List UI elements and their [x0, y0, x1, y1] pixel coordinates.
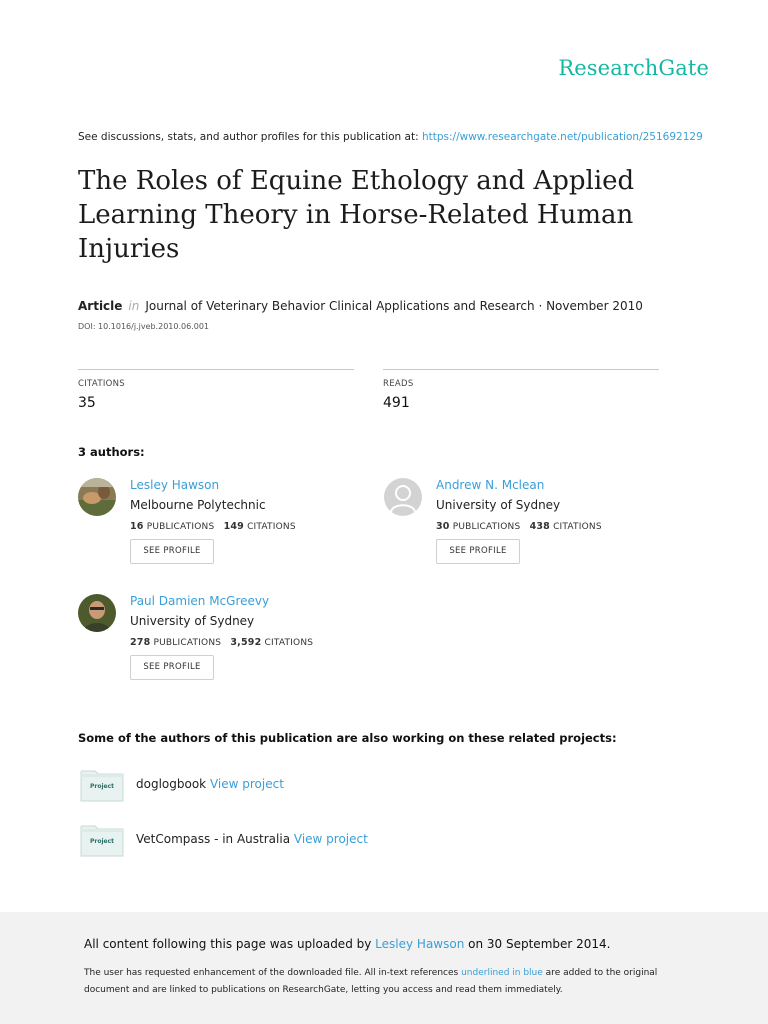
author-card [78, 594, 378, 694]
view-project-link[interactable]: View project [293, 832, 368, 846]
author-name-link[interactable]: Lesley Hawson [130, 478, 220, 492]
citations-count: 35 [78, 395, 96, 411]
author-publications-count: 278 [130, 637, 151, 648]
discussion-text: See discussions, stats, and author profiles for this publication at: [78, 131, 419, 143]
author-institution: Melbourne Polytechnic [130, 498, 266, 512]
doi: DOI: 10.1016/j.jveb.2010.06.001 [78, 322, 209, 331]
researchgate-logo[interactable]: ResearchGate [558, 56, 709, 80]
project-icon-label: Project [89, 838, 115, 845]
author-citations-count: 438 [529, 521, 550, 532]
publication-meta [78, 299, 643, 313]
in-label: in [128, 299, 140, 313]
project-text [136, 777, 284, 791]
project-item [80, 823, 580, 857]
avatar[interactable] [384, 478, 422, 516]
see-profile-button[interactable]: SEE PROFILE [130, 539, 214, 564]
publication-type: Article [78, 299, 123, 313]
author-publications-count: 16 [130, 521, 144, 532]
author-publications-count: 30 [436, 521, 450, 532]
project-folder-icon[interactable] [80, 768, 124, 802]
related-projects-heading: Some of the authors of this publication are also working on these related projects: [78, 731, 617, 745]
publications-label: PUBLICATIONS [153, 638, 222, 648]
citations-stat [78, 369, 354, 411]
author-citations-count: 3,592 [230, 637, 262, 648]
enhancement-note [84, 965, 704, 999]
author-name-link[interactable]: Paul Damien McGreevy [130, 594, 270, 608]
publication-title: The Roles of Equine Ethology and Applied Learning Theory in Horse-Related Human Injuries [78, 166, 635, 264]
author-citations-count: 149 [223, 521, 244, 532]
see-profile-button[interactable]: SEE PROFILE [130, 655, 214, 680]
project-item [80, 768, 580, 802]
publications-label: PUBLICATIONS [146, 522, 215, 532]
publications-label: PUBLICATIONS [452, 522, 521, 532]
author-institution: University of Sydney [436, 498, 561, 512]
author-institution: University of Sydney [130, 614, 255, 628]
project-name: VetCompass - in Australia [136, 832, 291, 846]
project-text [136, 832, 368, 846]
horse-photo-icon [78, 478, 116, 516]
see-profile-button[interactable]: SEE PROFILE [436, 539, 520, 564]
footer [0, 912, 768, 1024]
discussion-line [78, 131, 703, 143]
author-stats [130, 637, 313, 648]
person-photo-icon [78, 594, 116, 632]
uploaded-line [84, 937, 610, 951]
citations-label: CITATIONS [264, 638, 314, 648]
author-card [78, 478, 378, 578]
note-part-1: The user has requested enhancement of the downloaded file. All in-text references [84, 968, 459, 978]
project-folder-icon[interactable] [80, 823, 124, 857]
uploaded-prefix: All content following this page was uploaded by [84, 937, 372, 951]
author-name-link[interactable]: Andrew N. Mclean [436, 478, 545, 492]
reads-label: READS [383, 379, 414, 389]
view-project-link[interactable]: View project [209, 777, 284, 791]
avatar[interactable] [78, 594, 116, 632]
reads-stat [383, 369, 659, 411]
project-name: doglogbook [136, 777, 207, 791]
journal-and-date: Journal of Veterinary Behavior Clinical Applications and Research · November 2010 [145, 299, 643, 313]
publication-url-link[interactable]: https://www.researchgate.net/publication/251692129 [421, 131, 703, 143]
citations-label: CITATIONS [553, 522, 602, 532]
author-card [384, 478, 684, 578]
author-stats [130, 521, 296, 532]
uploaded-suffix: on 30 September 2014. [468, 937, 611, 951]
avatar[interactable] [78, 478, 116, 516]
citations-label: CITATIONS [247, 522, 296, 532]
default-user-icon [384, 478, 422, 516]
citations-label: CITATIONS [78, 379, 125, 389]
project-icon-label: Project [89, 783, 115, 790]
author-stats [436, 521, 602, 532]
uploader-link[interactable]: Lesley Hawson [375, 937, 465, 951]
reads-count: 491 [383, 395, 410, 411]
authors-heading: 3 authors: [78, 445, 145, 459]
note-part-2: are added to the original document and are linked to publications on ResearchGate, letting you access and read them immediately. [84, 968, 658, 995]
underlined-in-blue-link[interactable]: underlined in blue [461, 968, 543, 978]
